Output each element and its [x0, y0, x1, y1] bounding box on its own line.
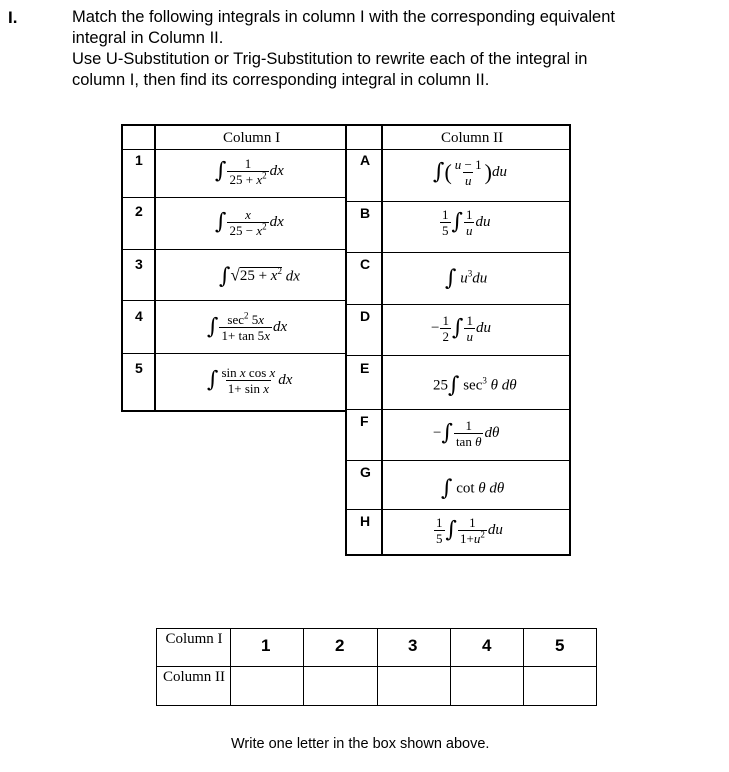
answer-input-1[interactable] — [232, 668, 302, 704]
row-letter: E — [360, 360, 370, 376]
instruction-line: Use U-Substitution or Trig-Substitution to rewrite each of the integral in — [72, 50, 588, 68]
answer-input-3[interactable] — [379, 668, 449, 704]
row-number: 1 — [135, 152, 143, 168]
column-two-table — [345, 124, 571, 556]
footer-instruction: Write one letter in the box shown above. — [231, 736, 490, 752]
answer-input-2[interactable] — [305, 668, 376, 704]
integral-1: ∫ $\frac{1}{25 + x^2}$ dx — [215, 156, 284, 187]
row-number: 5 — [135, 360, 143, 376]
answer-row-label-column-two: Column II — [162, 669, 226, 685]
integral-f: −∫ $\frac{1}{\text{tan θ}}$ dθ — [433, 418, 500, 449]
row-letter: G — [360, 464, 371, 480]
row-number: 2 — [135, 203, 143, 219]
integral-4: ∫ $\frac{\sec^2 5x}{1+ \tan 5x}$ dx — [207, 310, 288, 343]
integral-d: − $\frac{1}{2}$ ∫ $\frac{1}{u}$ du — [431, 313, 491, 344]
column-two-header: Column II — [441, 130, 504, 146]
integral-2: ∫ $\frac{x}{25 - x^2}$ dx — [215, 207, 284, 238]
answer-input-4[interactable] — [452, 668, 522, 704]
instruction-line: integral in Column II. — [72, 29, 224, 47]
answer-input-5[interactable] — [525, 668, 595, 704]
row-number: 3 — [135, 256, 143, 272]
instruction-line: Match the following integrals in column I with the corresponding equivalent — [72, 8, 615, 26]
question-number: I. — [8, 8, 18, 27]
row-letter: C — [360, 256, 371, 272]
column-one-table — [121, 124, 347, 412]
answer-number: 5 — [555, 636, 565, 655]
answer-number: 2 — [335, 636, 345, 655]
integral-c: ∫ $u^3du$ — [445, 266, 488, 291]
row-letter: F — [360, 413, 369, 429]
integral-e: 25∫ $\sec^3 \theta$ dθ — [433, 373, 517, 398]
answer-number: 4 — [482, 636, 492, 655]
integral-a: ∫( $\frac{u - 1}{u}$ )du — [433, 157, 507, 188]
answer-number: 1 — [261, 636, 271, 655]
row-letter: B — [360, 205, 371, 221]
answer-table — [156, 628, 597, 706]
row-number: 4 — [135, 308, 143, 324]
answer-number: 3 — [408, 636, 418, 655]
instruction-line: column I, then find its corresponding integral in column II. — [72, 71, 490, 89]
integral-3: $\int√25 + x^2$ dx — [219, 264, 300, 289]
answer-row-label-column-one: Column I — [165, 631, 223, 647]
row-letter: A — [360, 152, 371, 168]
row-letter: H — [360, 513, 371, 529]
column-one-header: Column I — [223, 130, 281, 146]
integral-g: ∫ cot θ dθ — [441, 476, 505, 501]
integral-b: $\frac{1}{5}$ ∫ $\frac{1}{u}$ du — [442, 207, 491, 238]
row-letter: D — [360, 308, 371, 324]
question-instructions — [72, 7, 712, 91]
integral-h: $\frac{1}{5}$ ∫ $\frac{1}{1+u^2}$ du — [436, 515, 503, 546]
integral-5: ∫ $\frac{\text{sin x cos x}}{\text{1+ sin x}}$ dx — [207, 365, 293, 396]
